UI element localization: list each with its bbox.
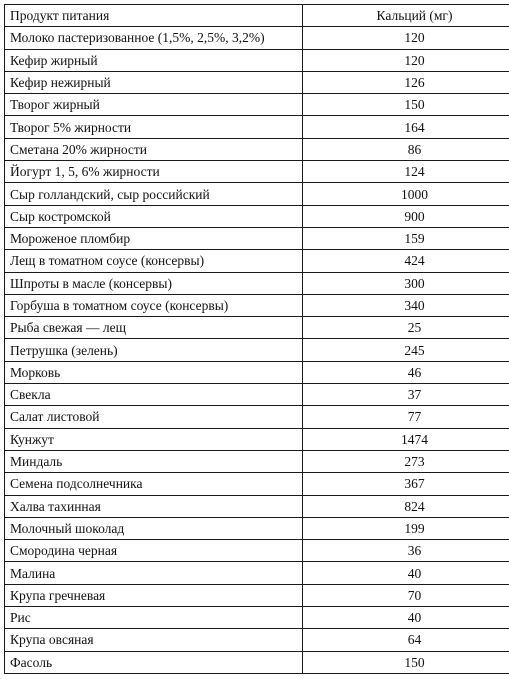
cell-product: Кефир жирный [5, 49, 303, 71]
calcium-content-table [4, 4, 509, 674]
cell-calcium: 245 [303, 339, 509, 361]
cell-calcium: 126 [303, 71, 509, 93]
cell-product: Сметана 20% жирности [5, 138, 303, 160]
cell-calcium: 77 [303, 406, 509, 428]
table-row [5, 227, 509, 249]
cell-product: Йогурт 1, 5, 6% жирности [5, 161, 303, 183]
cell-calcium: 70 [303, 584, 509, 606]
table-row [5, 161, 509, 183]
header-calcium: Кальций (мг) [303, 5, 509, 27]
cell-product: Фасоль [5, 651, 303, 673]
cell-calcium: 159 [303, 227, 509, 249]
cell-calcium: 120 [303, 49, 509, 71]
table-row [5, 183, 509, 205]
table-row [5, 406, 509, 428]
cell-product: Горбуша в томатном соусе (консервы) [5, 294, 303, 316]
cell-product: Молочный шоколад [5, 517, 303, 539]
table-row [5, 584, 509, 606]
table-row [5, 607, 509, 629]
cell-product: Салат листовой [5, 406, 303, 428]
table-row [5, 651, 509, 673]
cell-calcium: 900 [303, 205, 509, 227]
cell-product: Халва тахинная [5, 495, 303, 517]
table-row [5, 517, 509, 539]
cell-calcium: 124 [303, 161, 509, 183]
table-row [5, 294, 509, 316]
table-row [5, 94, 509, 116]
cell-product: Малина [5, 562, 303, 584]
cell-calcium: 86 [303, 138, 509, 160]
table-row [5, 250, 509, 272]
cell-calcium: 46 [303, 361, 509, 383]
table-row [5, 450, 509, 472]
cell-calcium: 164 [303, 116, 509, 138]
table-row [5, 49, 509, 71]
table-row [5, 629, 509, 651]
table-row [5, 272, 509, 294]
cell-calcium: 150 [303, 94, 509, 116]
cell-product: Петрушка (зелень) [5, 339, 303, 361]
table-row [5, 27, 509, 49]
cell-product: Кунжут [5, 428, 303, 450]
table-row [5, 339, 509, 361]
cell-calcium: 36 [303, 540, 509, 562]
header-product: Продукт питания [5, 5, 303, 27]
table-row [5, 317, 509, 339]
table-row [5, 384, 509, 406]
cell-calcium: 150 [303, 651, 509, 673]
cell-product: Творог 5% жирности [5, 116, 303, 138]
table-row [5, 138, 509, 160]
cell-product: Сыр костромской [5, 205, 303, 227]
cell-calcium: 1474 [303, 428, 509, 450]
cell-product: Семена подсолнечника [5, 473, 303, 495]
cell-product: Крупа овсяная [5, 629, 303, 651]
table-header [5, 5, 509, 27]
cell-calcium: 1000 [303, 183, 509, 205]
table-row [5, 473, 509, 495]
cell-calcium: 367 [303, 473, 509, 495]
cell-calcium: 824 [303, 495, 509, 517]
table-row [5, 205, 509, 227]
cell-calcium: 40 [303, 562, 509, 584]
cell-product: Мороженое пломбир [5, 227, 303, 249]
cell-calcium: 40 [303, 607, 509, 629]
cell-product: Творог жирный [5, 94, 303, 116]
cell-product: Кефир нежирный [5, 71, 303, 93]
table-header-row [5, 5, 509, 27]
cell-product: Свекла [5, 384, 303, 406]
cell-product: Смородина черная [5, 540, 303, 562]
cell-product: Молоко пастеризованное (1,5%, 2,5%, 3,2%) [5, 27, 303, 49]
table-row [5, 428, 509, 450]
cell-calcium: 37 [303, 384, 509, 406]
cell-calcium: 199 [303, 517, 509, 539]
cell-product: Лещ в томатном соусе (консервы) [5, 250, 303, 272]
cell-calcium: 64 [303, 629, 509, 651]
cell-product: Рис [5, 607, 303, 629]
cell-calcium: 300 [303, 272, 509, 294]
cell-calcium: 424 [303, 250, 509, 272]
cell-product: Миндаль [5, 450, 303, 472]
table-body [5, 27, 509, 674]
cell-product: Рыба свежая — лещ [5, 317, 303, 339]
cell-product: Сыр голландский, сыр российский [5, 183, 303, 205]
cell-product: Крупа гречневая [5, 584, 303, 606]
cell-calcium: 25 [303, 317, 509, 339]
table-row [5, 495, 509, 517]
cell-product: Морковь [5, 361, 303, 383]
table-row [5, 71, 509, 93]
cell-calcium: 120 [303, 27, 509, 49]
cell-calcium: 340 [303, 294, 509, 316]
table-row [5, 361, 509, 383]
table-row [5, 540, 509, 562]
table-row [5, 562, 509, 584]
cell-product: Шпроты в масле (консервы) [5, 272, 303, 294]
table-row [5, 116, 509, 138]
cell-calcium: 273 [303, 450, 509, 472]
